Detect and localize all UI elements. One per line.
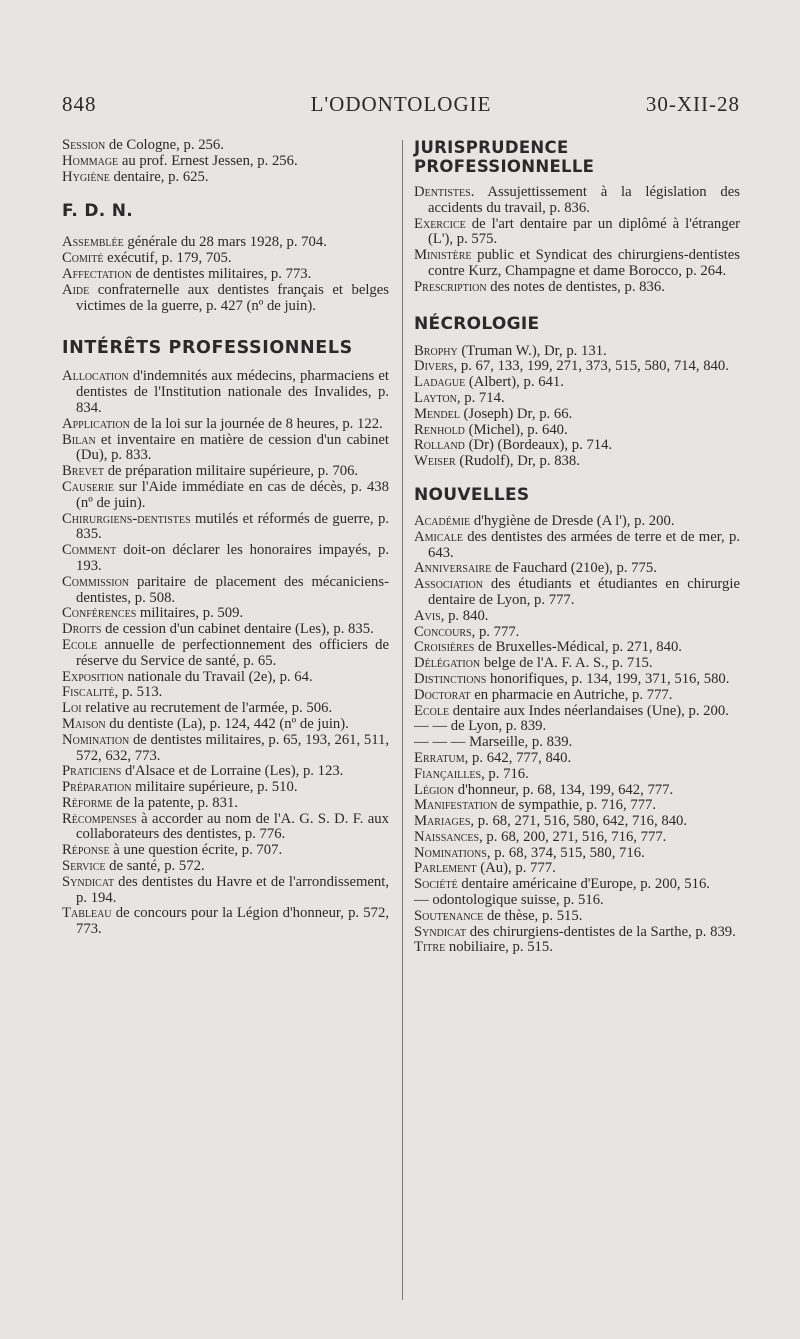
entry-text: . Assujettissement à la législation des accidents du travail, p. 836. xyxy=(428,184,740,216)
index-entry xyxy=(414,751,740,767)
entry-head: Conférences xyxy=(62,605,137,622)
index-entry xyxy=(414,407,740,423)
entry-text: , p. 642, 777, 840. xyxy=(464,749,572,766)
entry-text: (Joseph) Dr, p. 66. xyxy=(459,405,573,422)
entry-text: nobiliaire, p. 515. xyxy=(445,939,553,956)
index-entry xyxy=(414,814,740,830)
entry-head: Fiançailles xyxy=(414,765,482,782)
entry-text: , p. 68, 200, 271, 516, 716, 777. xyxy=(479,828,667,845)
index-entry xyxy=(414,423,740,439)
section-heading: F. D. N. xyxy=(62,201,134,222)
index-entry xyxy=(62,812,389,844)
entry-head: Hygiène xyxy=(62,168,110,185)
entry-head: Erratum xyxy=(414,749,465,766)
entry-text: de la patente, p. 831. xyxy=(112,794,238,811)
entry-head: Naissances xyxy=(414,828,480,845)
entry-text: générale du 28 mars 1928, p. 704. xyxy=(123,234,327,251)
entry-text: de thèse, p. 515. xyxy=(483,907,583,924)
entry-text: public et Syndicat des chirurgiens-dentistes contre Kurz, Champagne et dame Borocco, p. 264. xyxy=(428,247,740,279)
issue-date: 30-XII-28 xyxy=(645,92,740,116)
index-entry xyxy=(414,454,740,470)
entry-head: Allocation xyxy=(62,368,129,385)
section-entries xyxy=(414,344,740,470)
entry-text: d'indemnités aux médecins, pharmaciens et dentistes de l'Institution nationale des Invalides, p. 834. xyxy=(76,368,389,416)
entry-text: nationale du Travail (2e), p. 64. xyxy=(123,668,313,685)
index-entry xyxy=(62,543,389,575)
index-entry xyxy=(62,622,389,638)
entry-text: d'honneur, p. 68, 134, 199, 642, 777. xyxy=(454,781,674,798)
index-entry xyxy=(414,830,740,846)
index-entry xyxy=(414,767,740,783)
index-entry xyxy=(414,359,740,375)
entry-head: Causerie xyxy=(62,478,115,495)
entry-text: mutilés et réformés de guerre, p. 835. xyxy=(76,510,389,543)
index-entry xyxy=(62,859,389,875)
index-entry xyxy=(62,283,389,315)
entry-head: Doctorat xyxy=(414,686,471,703)
entry-text: des chirurgiens-dentistes de la Sarthe, p. 839. xyxy=(466,923,736,940)
entry-text: , p. 68, 374, 515, 580, 716. xyxy=(486,844,645,861)
index-entry xyxy=(62,464,389,480)
section-entries xyxy=(414,514,740,956)
section-entries xyxy=(62,235,389,314)
index-entry xyxy=(62,733,389,765)
index-entry xyxy=(414,577,740,609)
index-entry xyxy=(62,267,389,283)
section-heading: NÉCROLOGIE xyxy=(414,313,540,334)
entry-text: de dentistes militaires, p. 773. xyxy=(131,265,312,282)
entry-head: Récompenses xyxy=(62,810,137,827)
entry-text: au prof. Ernest Jessen, p. 256. xyxy=(118,152,298,169)
entry-text: belge de l'A. F. A. S., p. 715. xyxy=(480,655,653,672)
entry-text: de Fauchard (210e), p. 775. xyxy=(491,560,657,577)
index-entry xyxy=(62,512,389,544)
index-entry xyxy=(414,344,740,360)
index-entry xyxy=(414,248,740,280)
index-entry xyxy=(62,717,389,733)
intro-entries xyxy=(62,138,389,185)
index-entry xyxy=(62,685,389,701)
entry-head: Manifestation xyxy=(414,797,498,814)
index-entry xyxy=(414,688,740,704)
entry-head: Ministère xyxy=(414,247,472,264)
entry-head: Affectation xyxy=(62,265,132,282)
entry-text: (Au), p. 777. xyxy=(476,860,556,877)
index-entry xyxy=(62,154,389,170)
entry-text: (Dr) (Bordeaux), p. 714. xyxy=(464,437,613,454)
entry-head: Prescription xyxy=(414,278,487,295)
column-divider xyxy=(402,140,403,1300)
entry-text: des étudiants et étudiantes en chirurgie dentaire de Lyon, p. 777. xyxy=(428,576,740,608)
entry-head: Préparation xyxy=(62,779,132,796)
index-entry xyxy=(414,391,740,407)
entry-head: Distinctions xyxy=(414,670,487,687)
entry-head: Brophy xyxy=(414,342,458,359)
index-entry xyxy=(414,514,740,530)
index-entry xyxy=(62,843,389,859)
section-heading: JURISPRUDENCE PROFESSIONNELLE xyxy=(414,138,595,176)
entry-head: Brevet xyxy=(62,463,105,480)
entry-head: Croisières xyxy=(414,639,475,656)
index-entry xyxy=(62,764,389,780)
entry-head: Renhold xyxy=(414,421,465,438)
index-entry xyxy=(414,735,740,751)
entry-text: de Bruxelles-Médical, p. 271, 840. xyxy=(474,639,682,656)
entry-text: (Albert), p. 641. xyxy=(465,374,564,391)
entry-text: , p. 67, 133, 199, 271, 373, 515, 580, 714, 840. xyxy=(453,358,729,375)
index-entry xyxy=(62,701,389,717)
entry-text: , p. 714. xyxy=(456,389,505,406)
entry-text: de la loi sur la journée de 8 heures, p. 122. xyxy=(129,415,383,432)
index-entry xyxy=(414,861,740,877)
entry-text: , p. 716. xyxy=(481,765,529,782)
index-entry xyxy=(62,638,389,670)
entry-text: des notes de dentistes, p. 836. xyxy=(486,278,665,295)
entry-head: Maison xyxy=(62,715,106,732)
entry-text: (Truman W.), Dr, p. 131. xyxy=(457,342,607,359)
index-entry xyxy=(62,906,389,938)
entry-text: à accorder au nom de l'A. G. S. D. F. aux collaborateurs des dentistes, p. 776. xyxy=(76,810,389,843)
entry-text: de préparation militaire supérieure, p. 706. xyxy=(104,463,359,480)
entry-head: Soutenance xyxy=(414,907,484,924)
index-entry xyxy=(62,480,389,512)
entry-text: honorifiques, p. 134, 199, 371, 516, 580. xyxy=(486,670,730,687)
entry-head: Réforme xyxy=(62,794,113,811)
entry-head: Syndicat xyxy=(414,923,467,940)
entry-text: de santé, p. 572. xyxy=(105,858,205,875)
index-entry xyxy=(414,530,740,562)
entry-text: (Rudolf), Dr, p. 838. xyxy=(455,453,580,470)
entry-head: Divers xyxy=(414,358,454,375)
index-entry xyxy=(414,940,740,956)
entry-text: — odontologique suisse, p. 516. xyxy=(414,892,604,909)
entry-head: Ecole xyxy=(414,702,450,719)
entry-head: Chirurgiens-dentistes xyxy=(62,510,191,527)
section-heading: INTÉRÊTS PROFESSIONNELS xyxy=(62,338,353,359)
entry-head: Exercice xyxy=(414,215,466,232)
entry-head: Ladague xyxy=(414,374,466,391)
entry-head: Layton xyxy=(414,389,457,406)
entry-text: du dentiste (La), p. 124, 442 (nº de juin). xyxy=(105,715,349,732)
entry-text: militaires, p. 509. xyxy=(136,605,244,622)
entry-head: Parlement xyxy=(414,860,477,877)
entry-text: confraternelle aux dentistes français et belges victimes de la guerre, p. 427 (nº de juin). xyxy=(76,281,389,314)
entry-text: sur l'Aide immédiate en cas de décès, p. 438 (nº de juin). xyxy=(76,478,389,511)
index-entry xyxy=(414,217,740,249)
entry-head: Rolland xyxy=(414,437,465,454)
entry-head: Commission xyxy=(62,573,130,590)
index-entry xyxy=(414,375,740,391)
entry-head: Weiser xyxy=(414,453,456,470)
entry-head: Association xyxy=(414,576,483,593)
page-number: 848 xyxy=(62,92,97,116)
entry-head: Assemblée xyxy=(62,234,124,251)
index-entry xyxy=(414,280,740,296)
entry-head: Anniversaire xyxy=(414,560,492,577)
index-entry xyxy=(414,438,740,454)
section-heading: NOUVELLES xyxy=(414,484,530,505)
entry-text: militaire supérieure, p. 510. xyxy=(131,779,298,796)
index-entry xyxy=(62,606,389,622)
index-entry xyxy=(414,704,740,720)
index-entry xyxy=(414,783,740,799)
index-entry xyxy=(414,925,740,941)
index-entry xyxy=(414,909,740,925)
page-header xyxy=(62,92,740,122)
entry-head: Titre xyxy=(414,939,446,956)
entry-text: relative au recrutement de l'armée, p. 506. xyxy=(81,700,333,717)
index-entry xyxy=(62,235,389,251)
entry-head: Amicale xyxy=(414,528,463,545)
entry-head: Société xyxy=(414,876,458,893)
entry-text: de concours pour la Légion d'honneur, p. 572, 773. xyxy=(76,905,389,938)
index-entry xyxy=(62,433,389,465)
entry-text: de cession d'un cabinet dentaire (Les), p. 835. xyxy=(101,621,374,638)
entry-text: des dentistes du Havre et de l'arrondissement, p. 194. xyxy=(76,873,389,906)
entry-head: Délégation xyxy=(414,655,481,672)
index-entry xyxy=(62,796,389,812)
entry-text: — — — Marseille, p. 839. xyxy=(414,734,573,751)
entry-text: des dentistes des armées de terre et de mer, p. 643. xyxy=(428,528,740,561)
index-entry xyxy=(414,640,740,656)
index-entry xyxy=(62,170,389,186)
entry-text: dentaire aux Indes néerlandaises (Une), p. 200. xyxy=(449,702,729,719)
entry-head: Loi xyxy=(62,700,82,717)
index-entry xyxy=(62,251,389,267)
entry-head: Ecole xyxy=(62,636,98,653)
index-entry xyxy=(414,561,740,577)
index-entry xyxy=(414,656,740,672)
index-entry xyxy=(414,798,740,814)
entry-text: de dentistes militaires, p. 65, 193, 261, 511, 572, 632, 773. xyxy=(76,731,390,764)
entry-head: Réponse xyxy=(62,842,110,859)
entry-head: Droits xyxy=(62,621,102,638)
entry-text: , p. 840. xyxy=(440,607,489,624)
entry-text: et inventaire en matière de cession d'un cabinet (Du), p. 833. xyxy=(76,431,389,464)
index-entry xyxy=(62,670,389,686)
entry-head: Concours xyxy=(414,623,472,640)
left-column xyxy=(62,138,389,938)
entry-text: de Cologne, p. 256. xyxy=(105,137,224,153)
index-entry xyxy=(414,719,740,735)
entry-text: doit-on déclarer les honoraires impayés, p. 193. xyxy=(76,542,389,574)
entry-text: — — de Lyon, p. 839. xyxy=(414,718,547,735)
index-entry xyxy=(414,893,740,909)
entry-head: Avis xyxy=(414,607,441,624)
entry-head: Praticiens xyxy=(62,763,122,780)
entry-text: , p. 68, 271, 516, 580, 642, 716, 840. xyxy=(470,813,688,830)
index-entry xyxy=(62,369,389,416)
entry-head: Service xyxy=(62,858,106,875)
entry-head: Aide xyxy=(62,281,90,298)
index-entry xyxy=(62,575,389,607)
index-entry xyxy=(62,780,389,796)
entry-text: , p. 513. xyxy=(114,684,163,701)
entry-head: Dentistes xyxy=(414,184,471,200)
index-entry xyxy=(414,672,740,688)
index-entry xyxy=(62,875,389,907)
entry-head: Comment xyxy=(62,542,117,559)
entry-text: d'hygiène de Dresde (A l'), p. 200. xyxy=(470,512,675,529)
index-entry xyxy=(62,417,389,433)
section-entries xyxy=(414,185,740,296)
entry-text: d'Alsace et de Lorraine (Les), p. 123. xyxy=(121,763,344,780)
entry-text: dentaire, p. 625. xyxy=(109,168,209,185)
index-entry xyxy=(414,846,740,862)
entry-head: Académie xyxy=(414,512,471,529)
section-entries xyxy=(62,369,389,938)
entry-head: Tableau xyxy=(62,905,112,922)
journal-title: L'ODONTOLOGIE xyxy=(310,92,492,116)
right-column xyxy=(414,138,740,956)
entry-text: exécutif, p. 179, 705. xyxy=(103,250,232,267)
entry-text: de l'art dentaire par un diplômé à l'étranger (L'), p. 575. xyxy=(428,215,740,248)
entry-text: (Michel), p. 640. xyxy=(464,421,568,438)
index-entry xyxy=(414,625,740,641)
entry-text: de sympathie, p. 716, 777. xyxy=(497,797,657,814)
entry-head: Nomination xyxy=(62,731,130,748)
index-entry xyxy=(414,609,740,625)
entry-head: Syndicat xyxy=(62,873,115,890)
entry-head: Session xyxy=(62,137,106,153)
entry-head: Légion xyxy=(414,781,455,798)
index-entry xyxy=(62,138,389,154)
entry-text: dentaire américaine d'Europe, p. 200, 516. xyxy=(457,876,710,893)
entry-text: annuelle de perfectionnement des officiers de réserve du Service de santé, p. 65. xyxy=(76,636,389,669)
entry-head: Exposition xyxy=(62,668,124,685)
entry-head: Application xyxy=(62,415,130,432)
entry-head: Mariages xyxy=(414,813,471,830)
entry-text: , p. 777. xyxy=(471,623,520,640)
entry-text: en pharmacie en Autriche, p. 777. xyxy=(470,686,673,703)
entry-head: Comité xyxy=(62,250,104,267)
index-entry xyxy=(414,185,740,217)
entry-head: Nominations xyxy=(414,844,487,861)
entry-head: Fiscalité xyxy=(62,684,115,701)
index-entry xyxy=(414,877,740,893)
entry-text: à une question écrite, p. 707. xyxy=(109,842,283,859)
entry-text: paritaire de placement des mécaniciens-dentistes, p. 508. xyxy=(76,573,389,606)
entry-head: Hommage xyxy=(62,152,119,169)
entry-head: Bilan xyxy=(62,431,96,448)
entry-head: Mendel xyxy=(414,405,460,422)
